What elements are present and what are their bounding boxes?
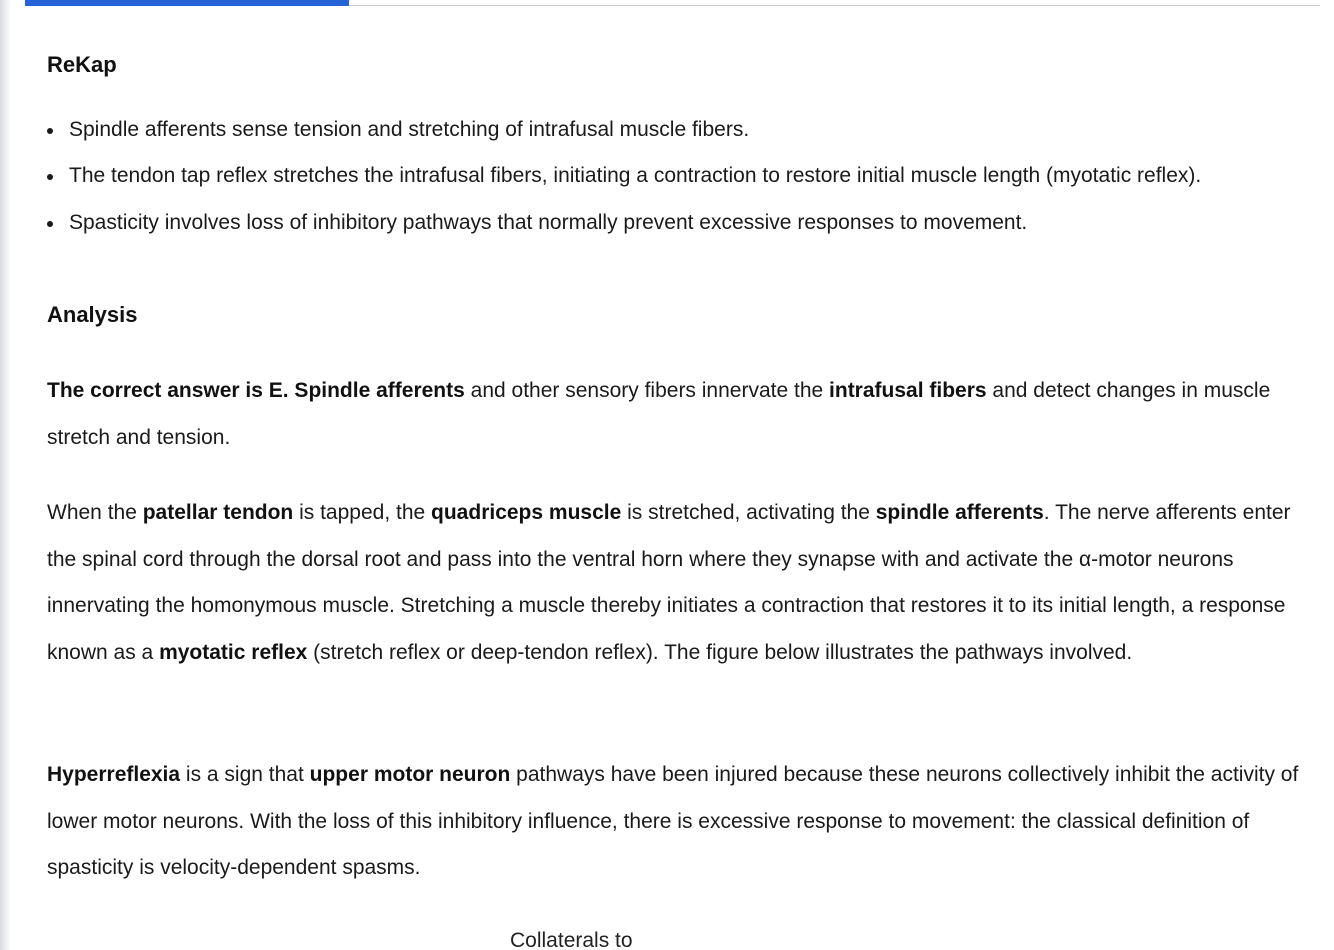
rekap-heading: ReKap [47,52,117,77]
paragraph-text: is stretched, activating the [621,501,876,524]
analysis-paragraph-answer [47,368,1312,461]
rekap-item-text: Spindle afferents sense tension and stretching of intrafusal muscle fibers. [69,118,750,141]
paragraph-text: (stretch reflex or deep-tendon reflex). The figure below illustrates the pathways involved. [307,640,1133,664]
bold-text: Hyperreflexia [47,763,181,786]
active-tab-indicator[interactable] [25,0,349,6]
rekap-item [47,206,1312,239]
rekap-item [47,113,1312,146]
analysis-heading: Analysis [47,302,138,327]
bold-text: quadriceps muscle [431,501,622,524]
paragraph-text: . The nerve afferents enter the spinal cord through the dorsal root and pass into the ventral horn where they synapse with and activate the α-motor neurons innervating the homonymous muscle. Stretching a muscle thereby initiates a contraction that restores it to its initial length, a response known as a [47,501,1291,664]
paragraph-text: and other sensory fibers innervate the [464,379,830,402]
rekap-list [47,113,1312,239]
bullet-dot-icon [47,221,53,227]
paragraph-text: is a sign that [180,763,310,786]
rekap-item-text: The tendon tap reflex stretches the intrafusal fibers, initiating a contraction to restore initial muscle length (myotatic reflex). [69,164,1202,187]
paragraph-text: pathways have been injured because these neurons collectively inhibit the activity of lower motor neurons. With the loss of this inhibitory influence, there is excessive response to movement: the classical definition of spasticity is velocity-dependent spasms. [47,763,1299,879]
bullet-dot-icon [47,174,53,180]
paragraph-text: and detect changes in muscle stretch and tension. [47,379,1271,449]
bold-text: intrafusal fibers [829,379,987,402]
bullet-dot-icon [47,128,53,134]
bold-text: spindle afferents [875,501,1044,524]
analysis-paragraph-hyperreflexia [47,752,1312,892]
bold-text: The correct answer is E. Spindle afferents [47,379,465,402]
rekap-item [47,159,1312,192]
paragraph-text: is tapped, the [293,501,432,524]
bold-text: patellar tendon [142,501,294,524]
bold-text: upper motor neuron [309,763,511,786]
analysis-paragraph-reflex [47,490,1312,676]
figure-label: Collaterals to [510,929,633,950]
paragraph-text: When the [47,501,143,524]
bold-text: myotatic reflex [159,640,308,664]
rekap-item-text: Spasticity involves loss of inhibitory pathways that normally prevent excessive responses to movement. [69,211,1028,234]
window-edge-shadow [0,0,11,950]
